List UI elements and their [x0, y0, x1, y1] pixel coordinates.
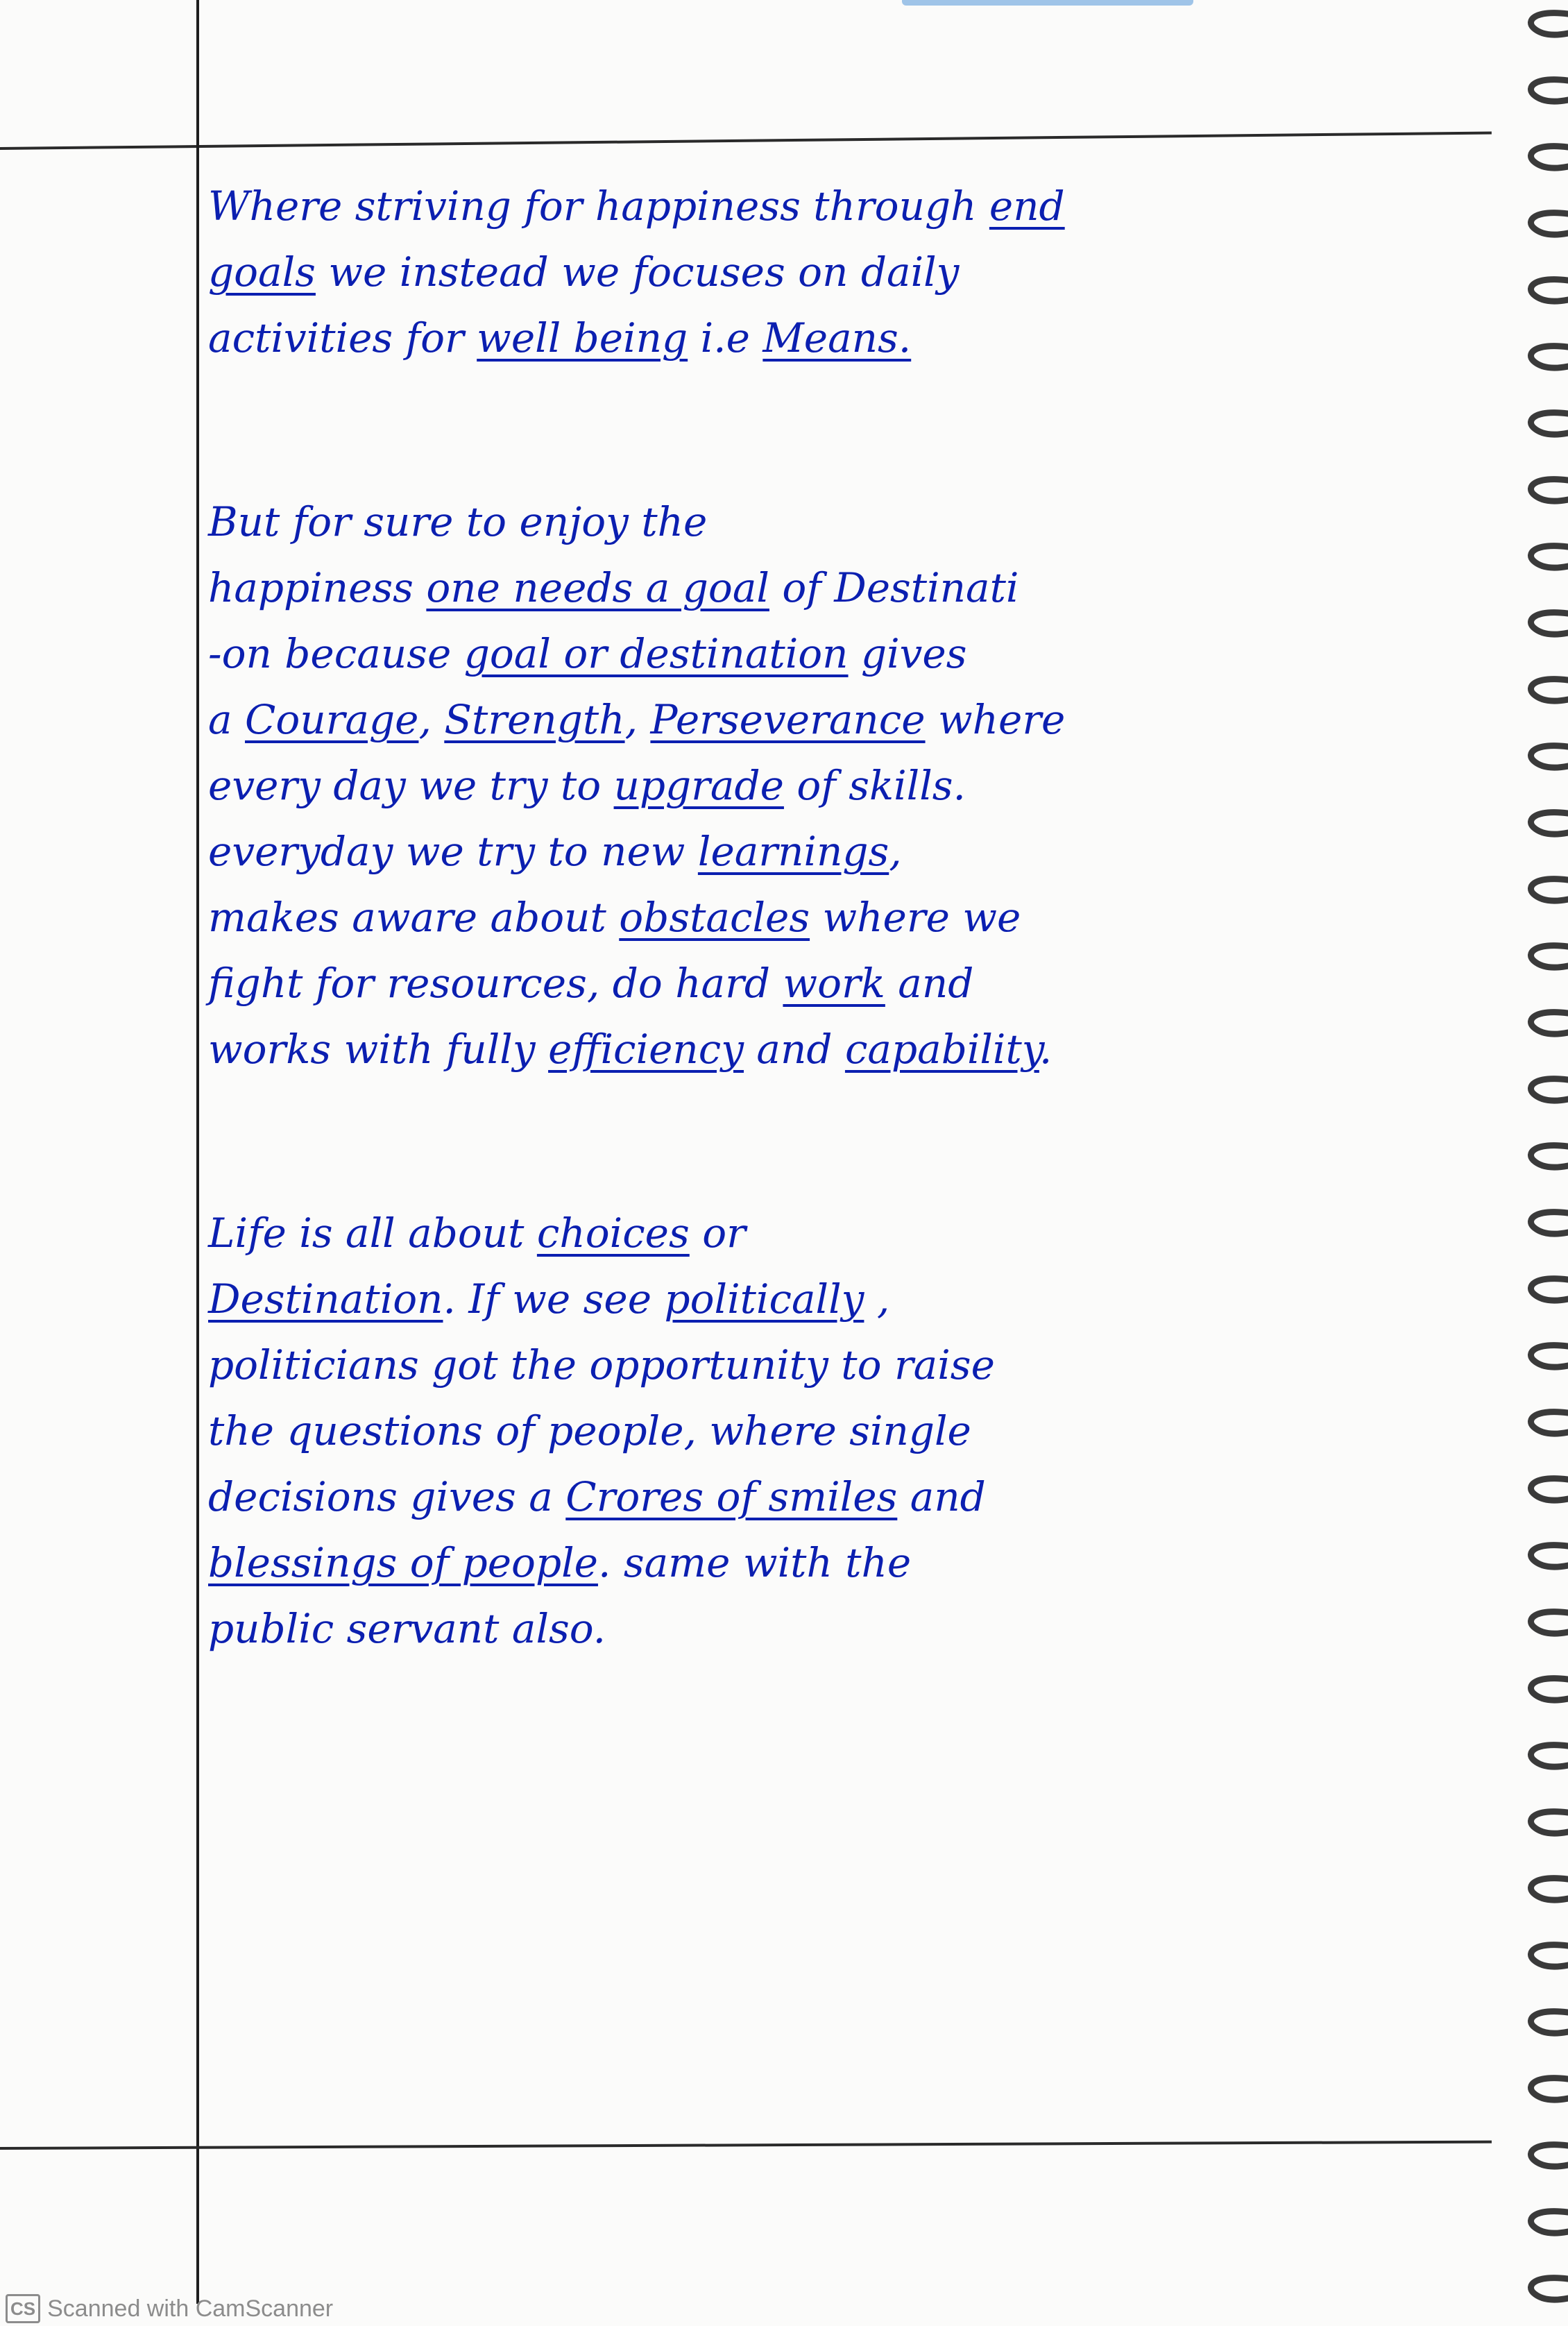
underlined-phrase: well being: [477, 314, 688, 362]
text-line: [208, 1200, 1408, 1266]
handwritten-text: [208, 173, 1408, 1662]
paragraph-2: [208, 489, 1408, 1083]
underlined-phrase: Courage: [245, 696, 419, 743]
spiral-coil: [1531, 1012, 1568, 1034]
text-segment: or: [689, 1209, 746, 1257]
text-segment: But for sure to enjoy the: [208, 498, 708, 545]
spiral-coil: [1531, 1146, 1568, 1167]
watermark-text: Scanned with CamScanner: [47, 2295, 334, 2322]
underlined-phrase: one needs a goal: [426, 564, 769, 611]
text-line: [208, 239, 1408, 305]
spiral-binding: [1506, 0, 1568, 2326]
text-segment: Life is all about: [208, 1209, 537, 1257]
underlined-phrase: upgrade: [613, 762, 784, 809]
text-segment: activities for: [208, 314, 477, 362]
scanner-watermark: [6, 2294, 333, 2323]
text-segment: works with fully: [208, 1026, 549, 1073]
text-segment: fight for resources, do hard: [208, 960, 783, 1007]
text-segment: ,: [624, 696, 651, 743]
text-segment: -on because: [208, 630, 464, 677]
text-segment: and: [885, 960, 974, 1007]
spiral-coil: [1531, 479, 1568, 501]
spiral-coil: [1531, 1945, 1568, 1967]
spiral-coil: [1531, 346, 1568, 368]
spiral-coil: [1531, 1679, 1568, 1700]
underlined-phrase: Strength: [444, 696, 625, 743]
text-segment: politicians got the opportunity to raise: [208, 1341, 995, 1389]
spiral-coil: [1531, 1212, 1568, 1234]
spiral-coil: [1531, 1345, 1568, 1367]
text-segment: a: [208, 696, 246, 743]
underlined-phrase: capability: [844, 1026, 1039, 1073]
text-segment: decisions gives a: [208, 1473, 566, 1520]
spiral-coil: [1531, 1745, 1568, 1767]
underlined-phrase: Means.: [762, 314, 912, 362]
underlined-phrase: Perseverance: [650, 696, 926, 743]
text-line: [208, 555, 1408, 621]
spiral-coil: [1531, 1279, 1568, 1300]
text-segment: . same with the: [597, 1539, 912, 1586]
text-line: [208, 1017, 1408, 1083]
text-segment: public servant also.: [208, 1605, 606, 1652]
text-segment: where we: [810, 894, 1021, 941]
text-segment: makes aware about: [208, 894, 620, 941]
text-line: [208, 621, 1408, 687]
text-segment: . If we see: [443, 1275, 665, 1323]
spiral-coil: [1531, 879, 1568, 901]
text-segment: i.e: [688, 314, 763, 362]
spiral-coil: [1531, 13, 1568, 35]
underlined-phrase: choices: [536, 1209, 690, 1257]
spiral-coil: [1531, 2012, 1568, 2033]
spiral-coil: [1531, 80, 1568, 101]
top-rule-line: [0, 131, 1492, 150]
spiral-coil: [1531, 280, 1568, 301]
underlined-phrase: Crores of smiles: [565, 1473, 898, 1520]
underlined-phrase: Destination: [208, 1275, 443, 1323]
text-segment: and: [744, 1026, 845, 1073]
text-line: [208, 1530, 1408, 1596]
text-line: [208, 1266, 1408, 1332]
top-edge-mark: [902, 0, 1193, 6]
text-segment: gives: [848, 630, 967, 677]
margin-line: [196, 0, 199, 2304]
spiral-coil: [1531, 146, 1568, 168]
text-line: [208, 489, 1408, 555]
text-segment: we instead we focuses on daily: [315, 248, 960, 296]
underlined-phrase: blessings of people: [208, 1539, 598, 1586]
text-segment: happiness: [208, 564, 427, 611]
paragraph-3: [208, 1200, 1408, 1662]
text-line: [208, 819, 1408, 885]
spiral-coil: [1531, 213, 1568, 235]
spiral-coil: [1531, 1079, 1568, 1101]
text-line: [208, 885, 1408, 951]
text-line: [208, 951, 1408, 1017]
text-line: [208, 687, 1408, 753]
text-segment: everyday we try to new: [208, 828, 698, 875]
text-segment: Where striving for happiness through: [208, 182, 989, 230]
text-line: [208, 753, 1408, 819]
text-segment: ,: [864, 1275, 890, 1323]
spiral-coil: [1531, 813, 1568, 834]
underlined-phrase: efficiency: [548, 1026, 744, 1073]
spiral-coil: [1531, 1812, 1568, 1833]
text-line: [208, 1398, 1408, 1464]
spiral-coil: [1531, 2278, 1568, 2300]
spiral-coil: [1531, 2212, 1568, 2233]
underlined-phrase: politically: [664, 1275, 864, 1323]
bottom-rule-line: [0, 2141, 1492, 2150]
text-segment: the questions of people, where single: [208, 1407, 971, 1454]
text-segment: .: [1039, 1026, 1053, 1073]
spiral-coil: [1531, 1878, 1568, 1900]
text-line: [208, 1332, 1408, 1398]
underlined-phrase: work: [783, 960, 885, 1007]
text-line: [208, 305, 1408, 371]
spiral-coil: [1531, 2078, 1568, 2100]
text-segment: of skills.: [783, 762, 966, 809]
text-line: [208, 1464, 1408, 1530]
text-line: [208, 1596, 1408, 1662]
spiral-coil: [1531, 613, 1568, 634]
spiral-coil: [1531, 1545, 1568, 1567]
text-segment: of Destinati: [769, 564, 1019, 611]
underlined-phrase: obstacles: [619, 894, 810, 941]
spiral-coil: [1531, 2145, 1568, 2166]
text-segment: every day we try to: [208, 762, 614, 809]
text-segment: ,: [418, 696, 445, 743]
text-segment: where: [925, 696, 1066, 743]
text-segment: ,: [889, 828, 902, 875]
underlined-phrase: goal or destination: [463, 630, 849, 677]
underlined-phrase: learnings: [697, 828, 889, 875]
paragraph-1: [208, 173, 1408, 371]
spiral-coil: [1531, 1479, 1568, 1500]
text-segment: and: [897, 1473, 986, 1520]
spiral-coil: [1531, 679, 1568, 701]
spiral-coil: [1531, 546, 1568, 568]
underlined-phrase: end: [989, 182, 1065, 230]
text-line: [208, 173, 1408, 239]
underlined-phrase: goals: [208, 248, 316, 296]
spiral-coil: [1531, 1412, 1568, 1434]
spiral-coil: [1531, 746, 1568, 767]
spiral-coil: [1531, 413, 1568, 434]
spiral-coil: [1531, 946, 1568, 967]
spiral-coil: [1531, 1612, 1568, 1633]
camscanner-logo: CS: [6, 2294, 40, 2323]
